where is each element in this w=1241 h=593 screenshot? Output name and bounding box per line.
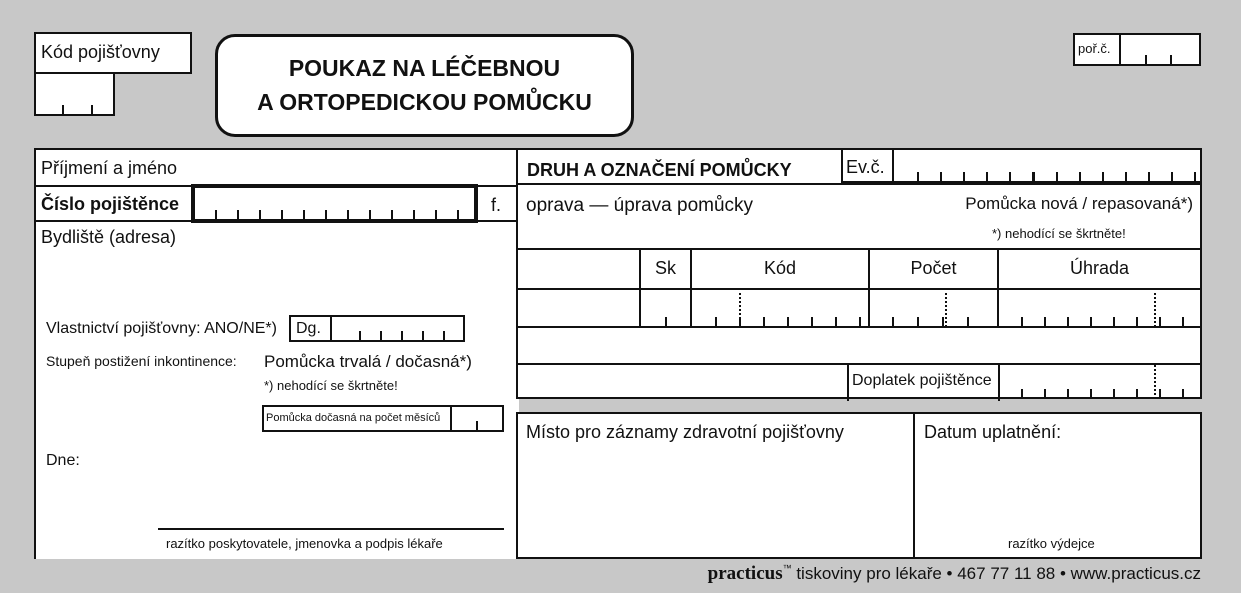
address-label: Bydliště (adresa) (41, 227, 177, 247)
date-label: Dne: (46, 452, 80, 469)
copay-field[interactable] (1021, 389, 1184, 398)
diagnosis-label: Dg. (296, 320, 321, 337)
sk-field[interactable] (665, 317, 667, 326)
claim-date-label: Datum uplatnění: (924, 422, 1062, 442)
permanence-label: Pomůcka trvalá / dočasná*) (264, 352, 472, 371)
uhrada-field[interactable] (1021, 317, 1184, 326)
aid-type-label: DRUH A OZNAČENÍ POMŮCKY (527, 160, 792, 180)
insurance-number-field[interactable] (191, 184, 478, 223)
diagnosis-field[interactable] (289, 315, 465, 342)
insurance-number-label: Číslo pojištěnce (41, 194, 180, 214)
issuer-stamp-label: razítko výdejce (1008, 536, 1095, 551)
form-title-line2: A ORTOPEDICKOU POMŮCKU (257, 89, 592, 115)
insurer-records-label: Místo pro záznamy zdravotní pojišťovny (526, 422, 844, 442)
kod-field[interactable] (715, 317, 861, 326)
footer-text: tiskoviny pro lékaře • 467 77 11 88 • www.practicus.cz (796, 564, 1201, 583)
evidence-number-field[interactable] (841, 148, 1202, 183)
col-header-uhrada: Úhrada (1069, 258, 1130, 278)
copay-label: Doplatek pojištěnce (852, 372, 992, 389)
patient-panel (34, 148, 519, 304)
patient-name-label: Příjmení a jméno (41, 158, 178, 178)
insurer-code-field[interactable] (34, 72, 115, 116)
serial-number-label: poř.č. (1078, 41, 1111, 56)
insurer-records-panel (516, 412, 1202, 559)
strike-note-right: *) nehodící se škrtněte! (992, 226, 1126, 241)
footer (708, 563, 1201, 585)
strike-note-left: *) nehodící se škrtněte! (264, 378, 398, 393)
doctor-stamp-label: razítko poskytovatele, jmenovka a podpis lékaře (166, 536, 443, 551)
f-label: f. (491, 195, 502, 215)
serial-number-box[interactable] (1073, 33, 1201, 66)
repair-label: oprava — úprava pomůcky (526, 195, 754, 216)
col-header-pocet: Počet (910, 258, 957, 278)
aid-panel (516, 148, 1202, 399)
insurer-code-label: Kód pojišťovny (41, 42, 160, 62)
evidence-number-label: Ev.č. (846, 157, 885, 177)
pocet-field[interactable] (892, 317, 969, 326)
brand-trademark: ™ (782, 563, 792, 573)
ownership-label: Vlastnictví pojišťovny: ANO/NE*) (46, 320, 277, 337)
new-refurbished-label: Pomůcka nová / repasovaná*) (965, 194, 1193, 213)
form-title-line1: POUKAZ NA LÉČEBNOU (288, 55, 561, 81)
signature-line (158, 528, 504, 530)
insurer-code-label-box (34, 32, 192, 74)
months-label: Pomůcka dočasná na počet měsíců (266, 412, 441, 424)
title-box (215, 34, 634, 137)
months-field[interactable] (262, 405, 504, 432)
col-header-sk: Sk (654, 258, 676, 278)
brand-logo: practicus (707, 563, 783, 584)
col-header-kod: Kód (763, 258, 797, 278)
incontinence-label: Stupeň postižení inkontinence: (46, 353, 237, 369)
